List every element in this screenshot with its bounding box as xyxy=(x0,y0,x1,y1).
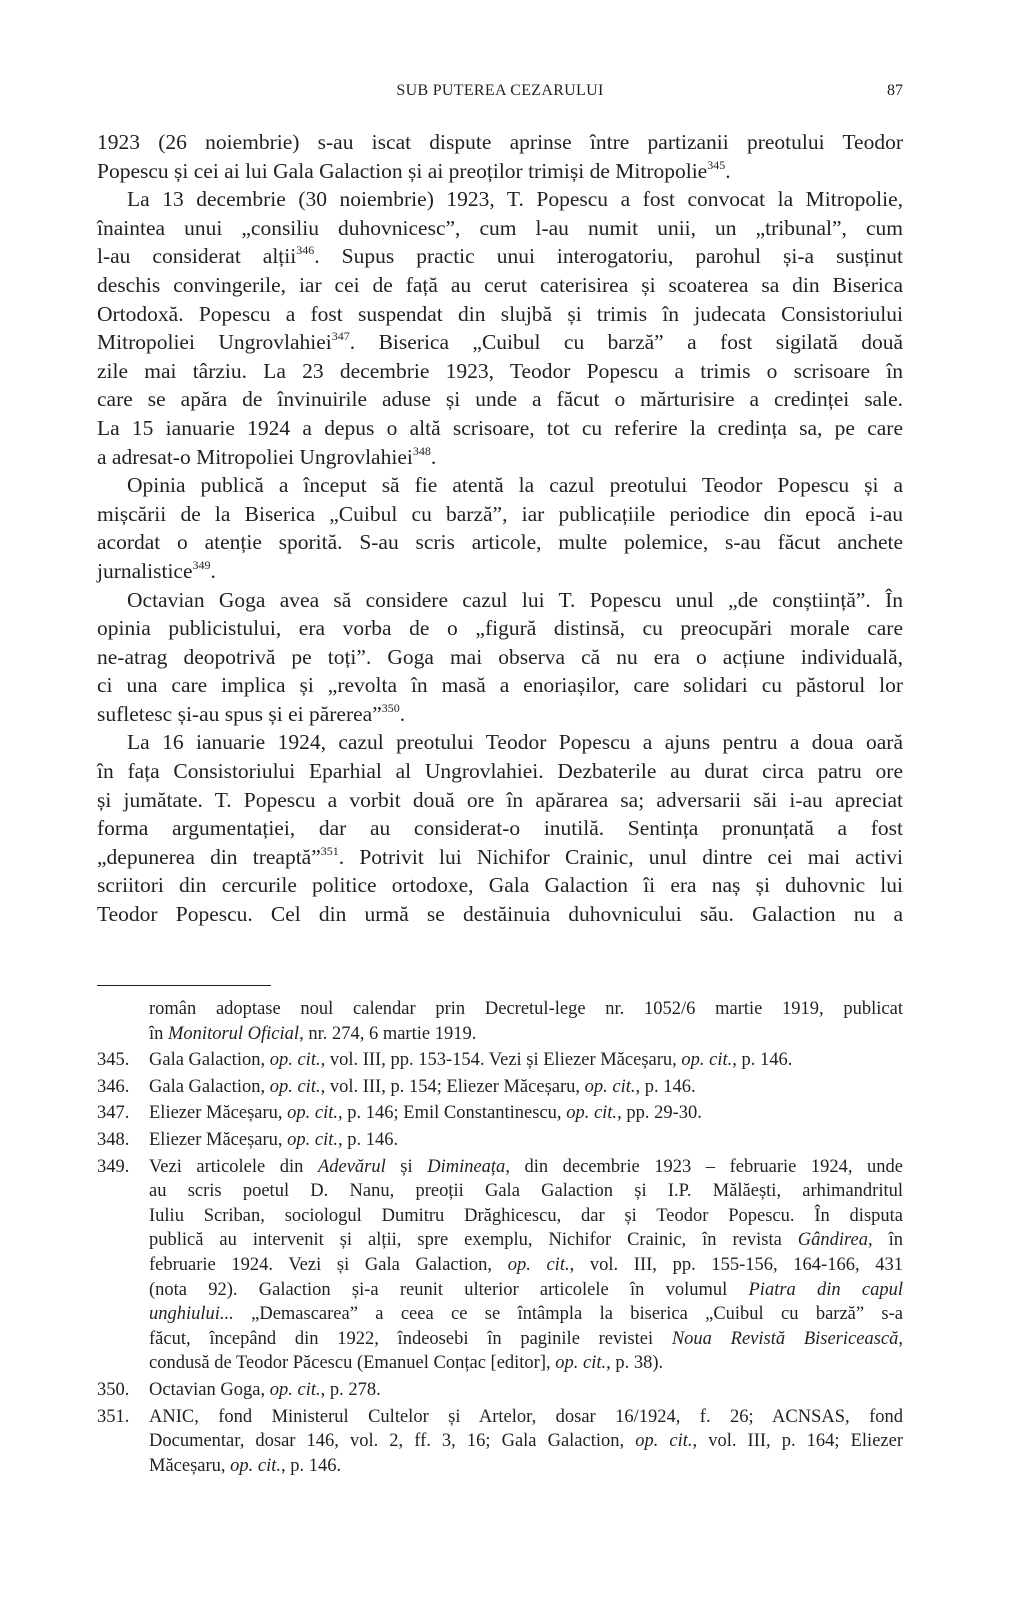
line-text: acordat o atenție sporită. S-au scris articole, multe polemice, s-au făcut anchete xyxy=(97,530,903,555)
line-text: care se apăra de învinuirile aduse și unde a făcut o mărturisire a credinței sale. xyxy=(97,387,903,412)
italic-title: op. cit. xyxy=(287,1129,339,1150)
footnote-line xyxy=(97,1128,903,1153)
text-run: Eliezer Măceșaru, xyxy=(149,1129,288,1150)
line-text: Popescu și cei ai lui Gala Galaction și ai preoților trimiși de Mitropolie xyxy=(97,158,708,183)
text-run: Eliezer Măceșaru, xyxy=(149,1103,288,1124)
text-run: Octavian Goga, xyxy=(149,1379,270,1400)
body-line-text xyxy=(97,385,903,414)
text-run: Gala Galaction, xyxy=(149,1050,270,1071)
body-line xyxy=(97,328,903,357)
body-line-text xyxy=(97,871,903,900)
body-line-text xyxy=(97,357,903,386)
line-text-after: . Biserica „Cuibul cu barză” a fost sigilată două xyxy=(349,330,903,355)
footnote-reference[interactable]: 345 xyxy=(707,157,726,172)
body-line-text xyxy=(97,271,903,300)
body-line xyxy=(97,786,903,815)
text-run: Documentar, dosar 146, vol. 2, ff. 3, 16; Gala Galaction, xyxy=(149,1431,636,1452)
footnote-line xyxy=(97,1155,903,1180)
footnote-line xyxy=(97,1429,903,1454)
italic-title: op. cit. xyxy=(269,1076,321,1097)
footnote-number: 351. xyxy=(97,1406,130,1427)
italic-title: Monitorul Oficial xyxy=(168,1023,300,1044)
body-line xyxy=(97,586,903,615)
footnote-line-text xyxy=(149,1454,903,1479)
footnote-reference[interactable]: 350 xyxy=(381,700,400,715)
footnote-line xyxy=(97,1378,903,1403)
text-run: publică au intervenit și alții, spre exemplu, Nichifor Crainic, în revista xyxy=(149,1230,798,1251)
italic-title: op. cit. xyxy=(269,1050,321,1071)
footnotes xyxy=(97,997,903,1478)
text-run: și xyxy=(385,1156,428,1177)
footnote-line-text xyxy=(149,1278,903,1303)
footnote-line-text xyxy=(149,1302,903,1327)
body-line xyxy=(97,871,903,900)
footnote-line xyxy=(97,1351,903,1376)
text-run: condusă de Teodor Păcescu (Emanuel Conțac [editor], xyxy=(149,1353,556,1374)
body-line-text xyxy=(127,586,903,615)
footnote-line xyxy=(97,1278,903,1303)
body-text xyxy=(97,128,903,929)
footnote-line-text xyxy=(149,1204,903,1229)
text-run: , din decembrie 1923 – februarie 1924, unde xyxy=(505,1156,903,1177)
footnote-line xyxy=(97,1327,903,1352)
line-text: opinia publicistului, era vorba de o „figură distinsă, cu preocupări morale care xyxy=(97,616,903,641)
text-run: „Demascarea” a ceea ce se întâmpla la biserica „Cuibul cu barză” s-a xyxy=(233,1304,903,1325)
footnote-number: 350. xyxy=(97,1379,130,1400)
body-line xyxy=(97,385,903,414)
body-line-text xyxy=(97,614,903,643)
footnote-number: 347. xyxy=(97,1103,130,1124)
footnote-continuation-line xyxy=(97,1022,903,1047)
line-text-after: . xyxy=(725,158,731,183)
line-text: a adresat-o Mitropoliei Ungrovlahiei xyxy=(97,444,413,469)
line-text: ne-atrag deopotrivă pe toți”. Goga mai observa că nu era o acțiune individuală, xyxy=(97,644,903,669)
footnote-line xyxy=(97,1253,903,1278)
line-text-after: . xyxy=(210,558,216,583)
body-line-text xyxy=(97,328,903,357)
footnote-line xyxy=(97,1075,903,1100)
line-text: jurnalistice xyxy=(97,558,193,583)
body-line xyxy=(97,557,903,586)
body-line xyxy=(97,643,903,672)
line-text: Mitropoliei Ungrovlahiei xyxy=(97,330,332,355)
body-line xyxy=(97,528,903,557)
line-text: La 15 ianuarie 1924 a depus o altă scrisoare, tot cu referire la credința sa, pe care xyxy=(97,415,903,440)
body-line xyxy=(97,500,903,529)
line-text: Ortodoxă. Popescu a fost suspendat din slujbă și trimis în judecata Consistoriului xyxy=(97,301,903,326)
footnote-line-text xyxy=(149,1378,903,1403)
footnote-line-text xyxy=(149,997,903,1022)
body-line xyxy=(97,443,903,472)
body-line-text xyxy=(97,557,903,586)
italic-title: Dimineața xyxy=(427,1156,506,1177)
italic-title: op. cit. xyxy=(230,1455,282,1476)
text-run: (nota 92). Galaction și-a reunit ulterior articolele în volumul xyxy=(149,1279,749,1300)
footnote-reference[interactable]: 348 xyxy=(412,443,431,458)
italic-title: op. cit. xyxy=(555,1353,607,1374)
text-run: , p. 146. xyxy=(732,1050,793,1071)
footnote-number: 346. xyxy=(97,1076,130,1097)
text-run: în xyxy=(149,1023,169,1044)
text-run: , vol. III, p. 164; Eliezer xyxy=(692,1431,903,1452)
line-text: zile mai târziu. La 23 decembrie 1923, Teodor Popescu a trimis o scrisoare în xyxy=(97,358,903,383)
text-run: , p. 146. xyxy=(635,1076,696,1097)
body-line-text xyxy=(127,185,903,214)
footnote-separator xyxy=(97,985,271,986)
footnote-line-text xyxy=(149,1128,903,1153)
body-line-text xyxy=(127,471,903,500)
line-text-after: . Supus practic unui interogatoriu, parohul și-a susținut xyxy=(314,244,903,269)
body-line xyxy=(97,271,903,300)
text-run: , vol. III, pp. 153-154. Vezi și Eliezer Măceșaru, xyxy=(320,1050,682,1071)
italic-title: op. cit. xyxy=(584,1076,636,1097)
footnote-line xyxy=(97,1228,903,1253)
footnote-line-text xyxy=(149,1228,903,1253)
body-line-text xyxy=(97,214,903,243)
text-run: februarie 1924. Vezi și Gala Galaction, xyxy=(149,1254,508,1275)
text-run: , în xyxy=(868,1230,903,1251)
footnote-line xyxy=(97,1048,903,1073)
text-run: , vol. III, pp. 155-156, 164-166, 431 xyxy=(569,1254,903,1275)
line-text: forma argumentației, dar au considerat-o inutilă. Sentința pronunțată a fost xyxy=(97,816,903,841)
body-line xyxy=(97,185,903,214)
footnote-reference[interactable]: 349 xyxy=(192,557,211,572)
line-text: 1923 (26 noiembrie) s-au iscat dispute aprinse între partizanii preotului Teodor xyxy=(97,130,903,154)
page-number: 87 xyxy=(887,82,903,99)
body-line xyxy=(97,300,903,329)
body-line xyxy=(97,128,903,157)
footnote-reference[interactable]: 346 xyxy=(296,243,315,258)
text-run: , p. 278. xyxy=(320,1379,381,1400)
body-line xyxy=(97,900,903,929)
line-text: deschis convingerile, iar cei de față au cerut caterisirea și scoaterea sa din Biserica xyxy=(97,272,903,297)
body-line-text xyxy=(97,900,903,929)
text-run: Măceșaru, xyxy=(149,1455,231,1476)
text-run: Vezi articolele din xyxy=(149,1156,318,1177)
italic-title: op. cit. xyxy=(287,1103,339,1124)
italic-title: op. cit. xyxy=(681,1050,733,1071)
text-run: ANIC, fond Ministerul Cultelor și Artelor, dosar 16/1924, f. 26; ACNSAS, fond xyxy=(149,1406,903,1427)
footnote-line-text xyxy=(149,1327,903,1352)
footnote-line-text xyxy=(149,1429,903,1454)
body-line-text xyxy=(97,786,903,815)
line-text: l-au considerat alții xyxy=(97,244,297,269)
footnote-reference[interactable]: 351 xyxy=(320,843,339,858)
body-line-text xyxy=(127,728,903,757)
body-line-text xyxy=(97,500,903,529)
line-text: și jumătate. T. Popescu a vorbit două ore în apărarea sa; adversarii săi i-au apreciat xyxy=(97,787,903,812)
line-text: sufletesc și-au spus și ei părerea” xyxy=(97,701,382,726)
running-title: SUB PUTEREA CEZARULUI xyxy=(396,82,604,99)
body-line-text xyxy=(97,242,903,271)
line-text: La 16 ianuarie 1924, cazul preotului Teodor Popescu a ajuns pentru a doua oară xyxy=(127,730,903,755)
footnote-line xyxy=(97,1405,903,1430)
line-text-after: . xyxy=(430,444,437,469)
text-run: Gala Galaction, xyxy=(149,1076,270,1097)
footnote-line-text xyxy=(149,1101,903,1126)
line-text: Teodor Popescu. Cel din urmă se destăinuia duhovnicului său. Galaction nu a xyxy=(97,902,903,927)
body-line-text xyxy=(97,814,903,843)
body-line-text xyxy=(97,528,903,557)
body-line xyxy=(97,700,903,729)
page-header xyxy=(97,82,903,106)
body-line-text xyxy=(97,643,903,672)
footnote-line-text xyxy=(149,1048,903,1073)
text-run: , vol. III, p. 154; Eliezer Măceșaru, xyxy=(320,1076,585,1097)
body-line-text xyxy=(97,757,903,786)
line-text-after: . Potrivit lui Nichifor Crainic, unul dintre cei mai activi xyxy=(338,844,903,869)
body-line-text xyxy=(97,128,903,157)
body-line xyxy=(97,357,903,386)
body-line xyxy=(97,728,903,757)
line-text: Octavian Goga avea să considere cazul lui T. Popescu unul „de conștiință”. În xyxy=(127,587,903,612)
footnote-continuation-line xyxy=(97,997,903,1022)
line-text: „depunerea din treaptă” xyxy=(97,844,321,869)
text-run: , p. 38). xyxy=(606,1353,664,1374)
text-run: Iuliu Scriban, sociologul Dumitru Drăghicescu, dar și Teodor Popescu. În disputa xyxy=(149,1205,903,1226)
line-text: Opinia publică a început să fie atentă la cazul preotului Teodor Popescu și a xyxy=(127,473,903,498)
footnote-line-text xyxy=(149,1022,903,1047)
body-line xyxy=(97,471,903,500)
line-text: ci una care implica și „revolta în masă a enoriașilor, care solidari cu păstorul lor xyxy=(97,673,903,698)
line-text-after: . xyxy=(399,701,406,726)
body-line-text xyxy=(97,157,903,186)
italic-title: Piatra din capul xyxy=(748,1279,903,1300)
body-line-text xyxy=(97,414,903,443)
body-line xyxy=(97,843,903,872)
italic-title: Gândirea xyxy=(797,1230,869,1251)
body-line xyxy=(97,671,903,700)
italic-title: op. cit. xyxy=(507,1254,570,1275)
line-text: înaintea unui „consiliu duhovnicesc”, cum l-au numit unii, un „tribunal”, cum xyxy=(97,215,903,240)
body-line-text xyxy=(97,300,903,329)
text-run: , p. 146. xyxy=(281,1455,342,1476)
body-line xyxy=(97,414,903,443)
text-run: au scris poetul D. Nanu, preoții Gala Galaction și I.P. Mălăești, arhimandritul xyxy=(149,1181,903,1202)
footnote-number: 348. xyxy=(97,1129,130,1150)
body-line-text xyxy=(97,700,903,729)
italic-title: Adevărul xyxy=(317,1156,386,1177)
body-line xyxy=(97,814,903,843)
text-run: , xyxy=(898,1328,903,1349)
text-run: , p. 146. xyxy=(338,1129,399,1150)
footnote-line-text xyxy=(149,1253,903,1278)
line-text: scriitori din cercurile politice ortodoxe, Gala Galaction îi era naș și duhovnic lui xyxy=(97,873,903,898)
footnote-line-text xyxy=(149,1405,903,1430)
footnote-line-text xyxy=(149,1155,903,1180)
italic-title: Noua Revistă Bisericească xyxy=(671,1328,899,1349)
footnote-line-text xyxy=(149,1075,903,1100)
body-line xyxy=(97,757,903,786)
text-run: , pp. 29-30. xyxy=(617,1103,702,1124)
line-text: La 13 decembrie (30 noiembrie) 1923, T. Popescu a fost convocat la Mitropolie, xyxy=(127,187,903,212)
footnote-line xyxy=(97,1179,903,1204)
footnote-line-text xyxy=(149,1351,903,1376)
footnote-line xyxy=(97,1101,903,1126)
footnote-line xyxy=(97,1454,903,1479)
body-line xyxy=(97,157,903,186)
line-text: mișcării de la Biserica „Cuibul cu barză”, iar publicațiile periodice din epocă i-au xyxy=(97,501,903,526)
body-line-text xyxy=(97,671,903,700)
footnote-number: 349. xyxy=(97,1156,130,1177)
body-line-text xyxy=(97,443,903,472)
footnote-number: 345. xyxy=(97,1050,130,1071)
text-run: român adoptase noul calendar prin Decretul-lege nr. 1052/6 martie 1919, publicat xyxy=(149,999,903,1019)
footnote-line-text xyxy=(149,1179,903,1204)
text-run: , nr. 274, 6 martie 1919. xyxy=(299,1023,477,1044)
body-line-text xyxy=(97,843,903,872)
body-line xyxy=(97,214,903,243)
body-line xyxy=(97,242,903,271)
italic-title: unghiului... xyxy=(149,1304,234,1325)
line-text: în fața Consistoriului Eparhial al Ungrovlahiei. Dezbaterile au durat circa patru ore xyxy=(97,759,903,784)
italic-title: op. cit. xyxy=(635,1431,693,1452)
italic-title: op. cit. xyxy=(269,1379,321,1400)
text-run: , p. 146; Emil Constantinescu, xyxy=(338,1103,567,1124)
footnote-reference[interactable]: 347 xyxy=(331,329,350,344)
footnote-line xyxy=(97,1204,903,1229)
italic-title: op. cit. xyxy=(566,1103,618,1124)
footnote-line xyxy=(97,1302,903,1327)
text-run: făcut, începând din 1922, îndeosebi în paginile revistei xyxy=(149,1328,672,1349)
body-line xyxy=(97,614,903,643)
